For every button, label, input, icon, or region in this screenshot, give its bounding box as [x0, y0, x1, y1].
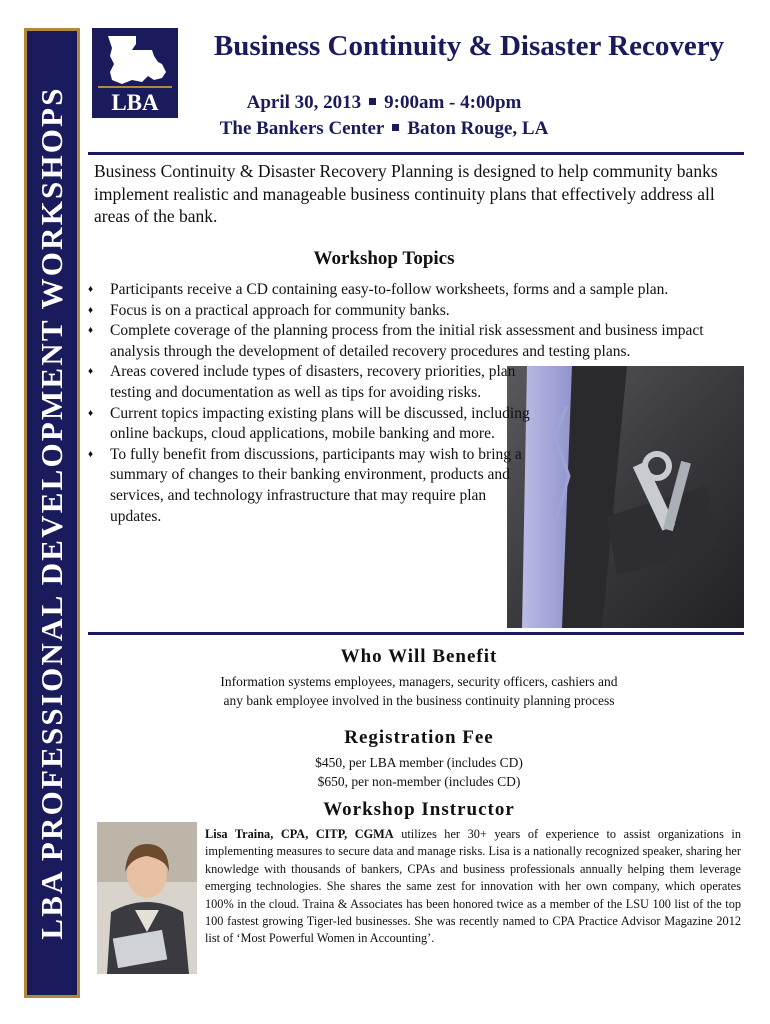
instructor-heading: Workshop Instructor — [323, 799, 515, 820]
square-bullet-icon — [369, 98, 376, 105]
instructor-photo — [97, 822, 197, 974]
fee-text — [94, 753, 744, 791]
event-time: 9:00am - 4:00pm — [384, 92, 522, 113]
diamond-bullet-icon: ♦ — [88, 448, 94, 460]
side-banner-text: LBA PROFESSIONAL DEVELOPMENT WORKSHOPS — [34, 86, 69, 940]
instructor-bio: Lisa Traina, CPA, CITP, CGMA utilizes her 30+ years of experience to assist organizations in implementing measures to secure data and manage risks. Lisa is a nationally recognized speaker, sharing her knowledge with thousands of bankers, CPAs and business professionals annually helping them leverage emerging technologies. She shares the same zest for innovation with her own company, which operates 100% in the cloud. Traina & Associates has been honored twice as a member of the LSU 100 list of the top 100 fastest growing Tiger-led businesses. She was recently named to CPA Practice Advisor Magazine 2012 list of ‘Most Powerful Women in Accounting’. — [205, 827, 741, 946]
event-date: April 30, 2013 — [246, 92, 362, 113]
diamond-bullet-icon: ♦ — [88, 304, 94, 316]
city: Baton Rouge, LA — [407, 118, 549, 139]
benefit-text: Information systems employees, managers, security officers, cashiers and any bank employee involved in the business continuity planning process — [220, 674, 618, 708]
topics-heading: Workshop Topics — [313, 248, 455, 269]
list-item: ♦ Complete coverage of the planning process from the initial risk assessment and business impact analysis through the development of detailed recovery procedures and testing plans. — [88, 322, 704, 360]
member-fee: $450, per LBA member (includes CD) — [315, 755, 523, 770]
diamond-bullet-icon: ♦ — [88, 325, 94, 337]
topics-list — [88, 280, 748, 527]
fee-heading: Registration Fee — [344, 727, 494, 748]
date-time-line — [184, 92, 584, 114]
location-line — [184, 118, 584, 140]
list-item: ♦ Focus is on a practical approach for community banks. — [88, 301, 748, 322]
benefit-heading: Who Will Benefit — [340, 646, 498, 667]
square-bullet-icon — [392, 124, 399, 131]
venue: The Bankers Center — [219, 118, 385, 139]
list-item: ♦ Current topics impacting existing plans will be discussed, including online backups, cloud applications, mobile banking and more. — [88, 404, 530, 443]
nonmember-fee: $650, per non-member (includes CD) — [317, 774, 521, 789]
logo-text: LBA — [111, 90, 159, 115]
diamond-bullet-icon: ♦ — [88, 284, 94, 295]
list-item: ♦ To fully benefit from discussions, participants may wish to bring a summary of changes to their banking environment, products and services, and technology infrastructure that may require plan updates. — [88, 445, 522, 525]
diamond-bullet-icon: ♦ — [88, 407, 94, 419]
side-banner — [24, 28, 80, 998]
page-title: Business Continuity & Disaster Recovery — [213, 30, 725, 62]
list-item: ♦ Areas covered include types of disasters, recovery priorities, plan testing and documentation as well as tips for avoiding risks. — [88, 363, 516, 401]
lba-logo — [92, 28, 178, 118]
intro-paragraph: Business Continuity & Disaster Recovery Planning is designed to help community banks implement realistic and manageable business continuity plans that effectively address all areas of the bank. — [94, 161, 718, 226]
diamond-bullet-icon: ♦ — [88, 366, 94, 378]
instructor-name: Lisa Traina, CPA, CITP, CGMA — [205, 827, 394, 841]
list-item: ♦ Participants receive a CD containing easy-to-follow worksheets, forms and a sample plan. — [88, 280, 748, 301]
divider — [88, 632, 744, 635]
divider — [88, 152, 744, 155]
